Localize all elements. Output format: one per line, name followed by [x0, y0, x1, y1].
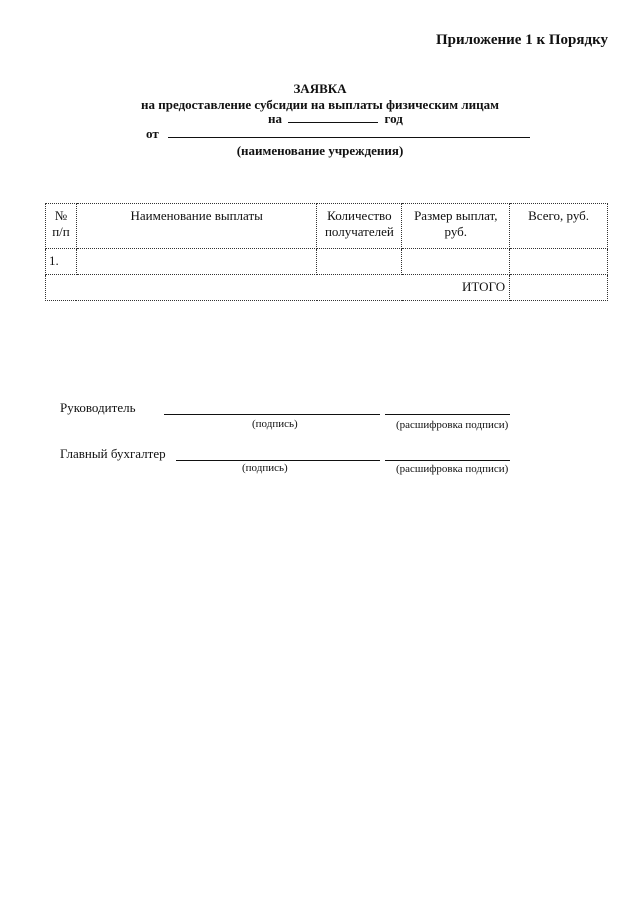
recipients-count-cell[interactable]: [317, 249, 402, 275]
accountant-decoding-line[interactable]: [385, 460, 510, 461]
head-decoding-caption: (расшифровка подписи): [396, 419, 509, 431]
accountant-signature-label: Главный бухгалтер: [60, 446, 166, 461]
header-number: № п/п: [46, 204, 77, 249]
head-signature-label: Руководитель: [60, 400, 136, 415]
payments-table: [45, 203, 608, 301]
header-payment-name: Наименование выплаты: [76, 204, 316, 249]
table-total-row: [46, 275, 608, 301]
institution-blank[interactable]: [168, 126, 530, 138]
total-value-cell[interactable]: [510, 275, 608, 301]
head-signature-caption: (подпись): [252, 418, 298, 430]
from-line: [146, 126, 530, 142]
appendix-label: Приложение 1 к Порядку: [435, 32, 608, 48]
accountant-signature-line[interactable]: [176, 460, 380, 461]
header-total-amount: Всего, руб.: [510, 204, 608, 249]
total-label: ИТОГО: [46, 275, 510, 301]
year-suffix: год: [384, 111, 403, 126]
row-number-cell: 1.: [46, 249, 77, 275]
institution-caption: (наименование учреждения): [236, 143, 404, 158]
payment-size-cell[interactable]: [402, 249, 510, 275]
year-prefix: на: [268, 111, 282, 126]
header-recipients-count: Количество получателей: [317, 204, 402, 249]
accountant-signature-caption: (подпись): [242, 462, 288, 474]
total-amount-cell[interactable]: [510, 249, 608, 275]
payment-name-cell[interactable]: [76, 249, 316, 275]
head-decoding-line[interactable]: [385, 414, 510, 415]
table-header-row: [46, 204, 608, 249]
from-label: от: [146, 126, 159, 141]
year-line: [268, 111, 403, 127]
accountant-decoding-caption: (расшифровка подписи): [396, 463, 509, 475]
form-subtitle: на предоставление субсидии на выплаты физическим лицам: [141, 97, 499, 112]
table-row: [46, 249, 608, 275]
head-signature-line[interactable]: [164, 414, 380, 415]
year-blank[interactable]: [288, 111, 378, 123]
header-payment-size: Размер выплат, руб.: [402, 204, 510, 249]
form-title: ЗАЯВКА: [293, 81, 347, 96]
